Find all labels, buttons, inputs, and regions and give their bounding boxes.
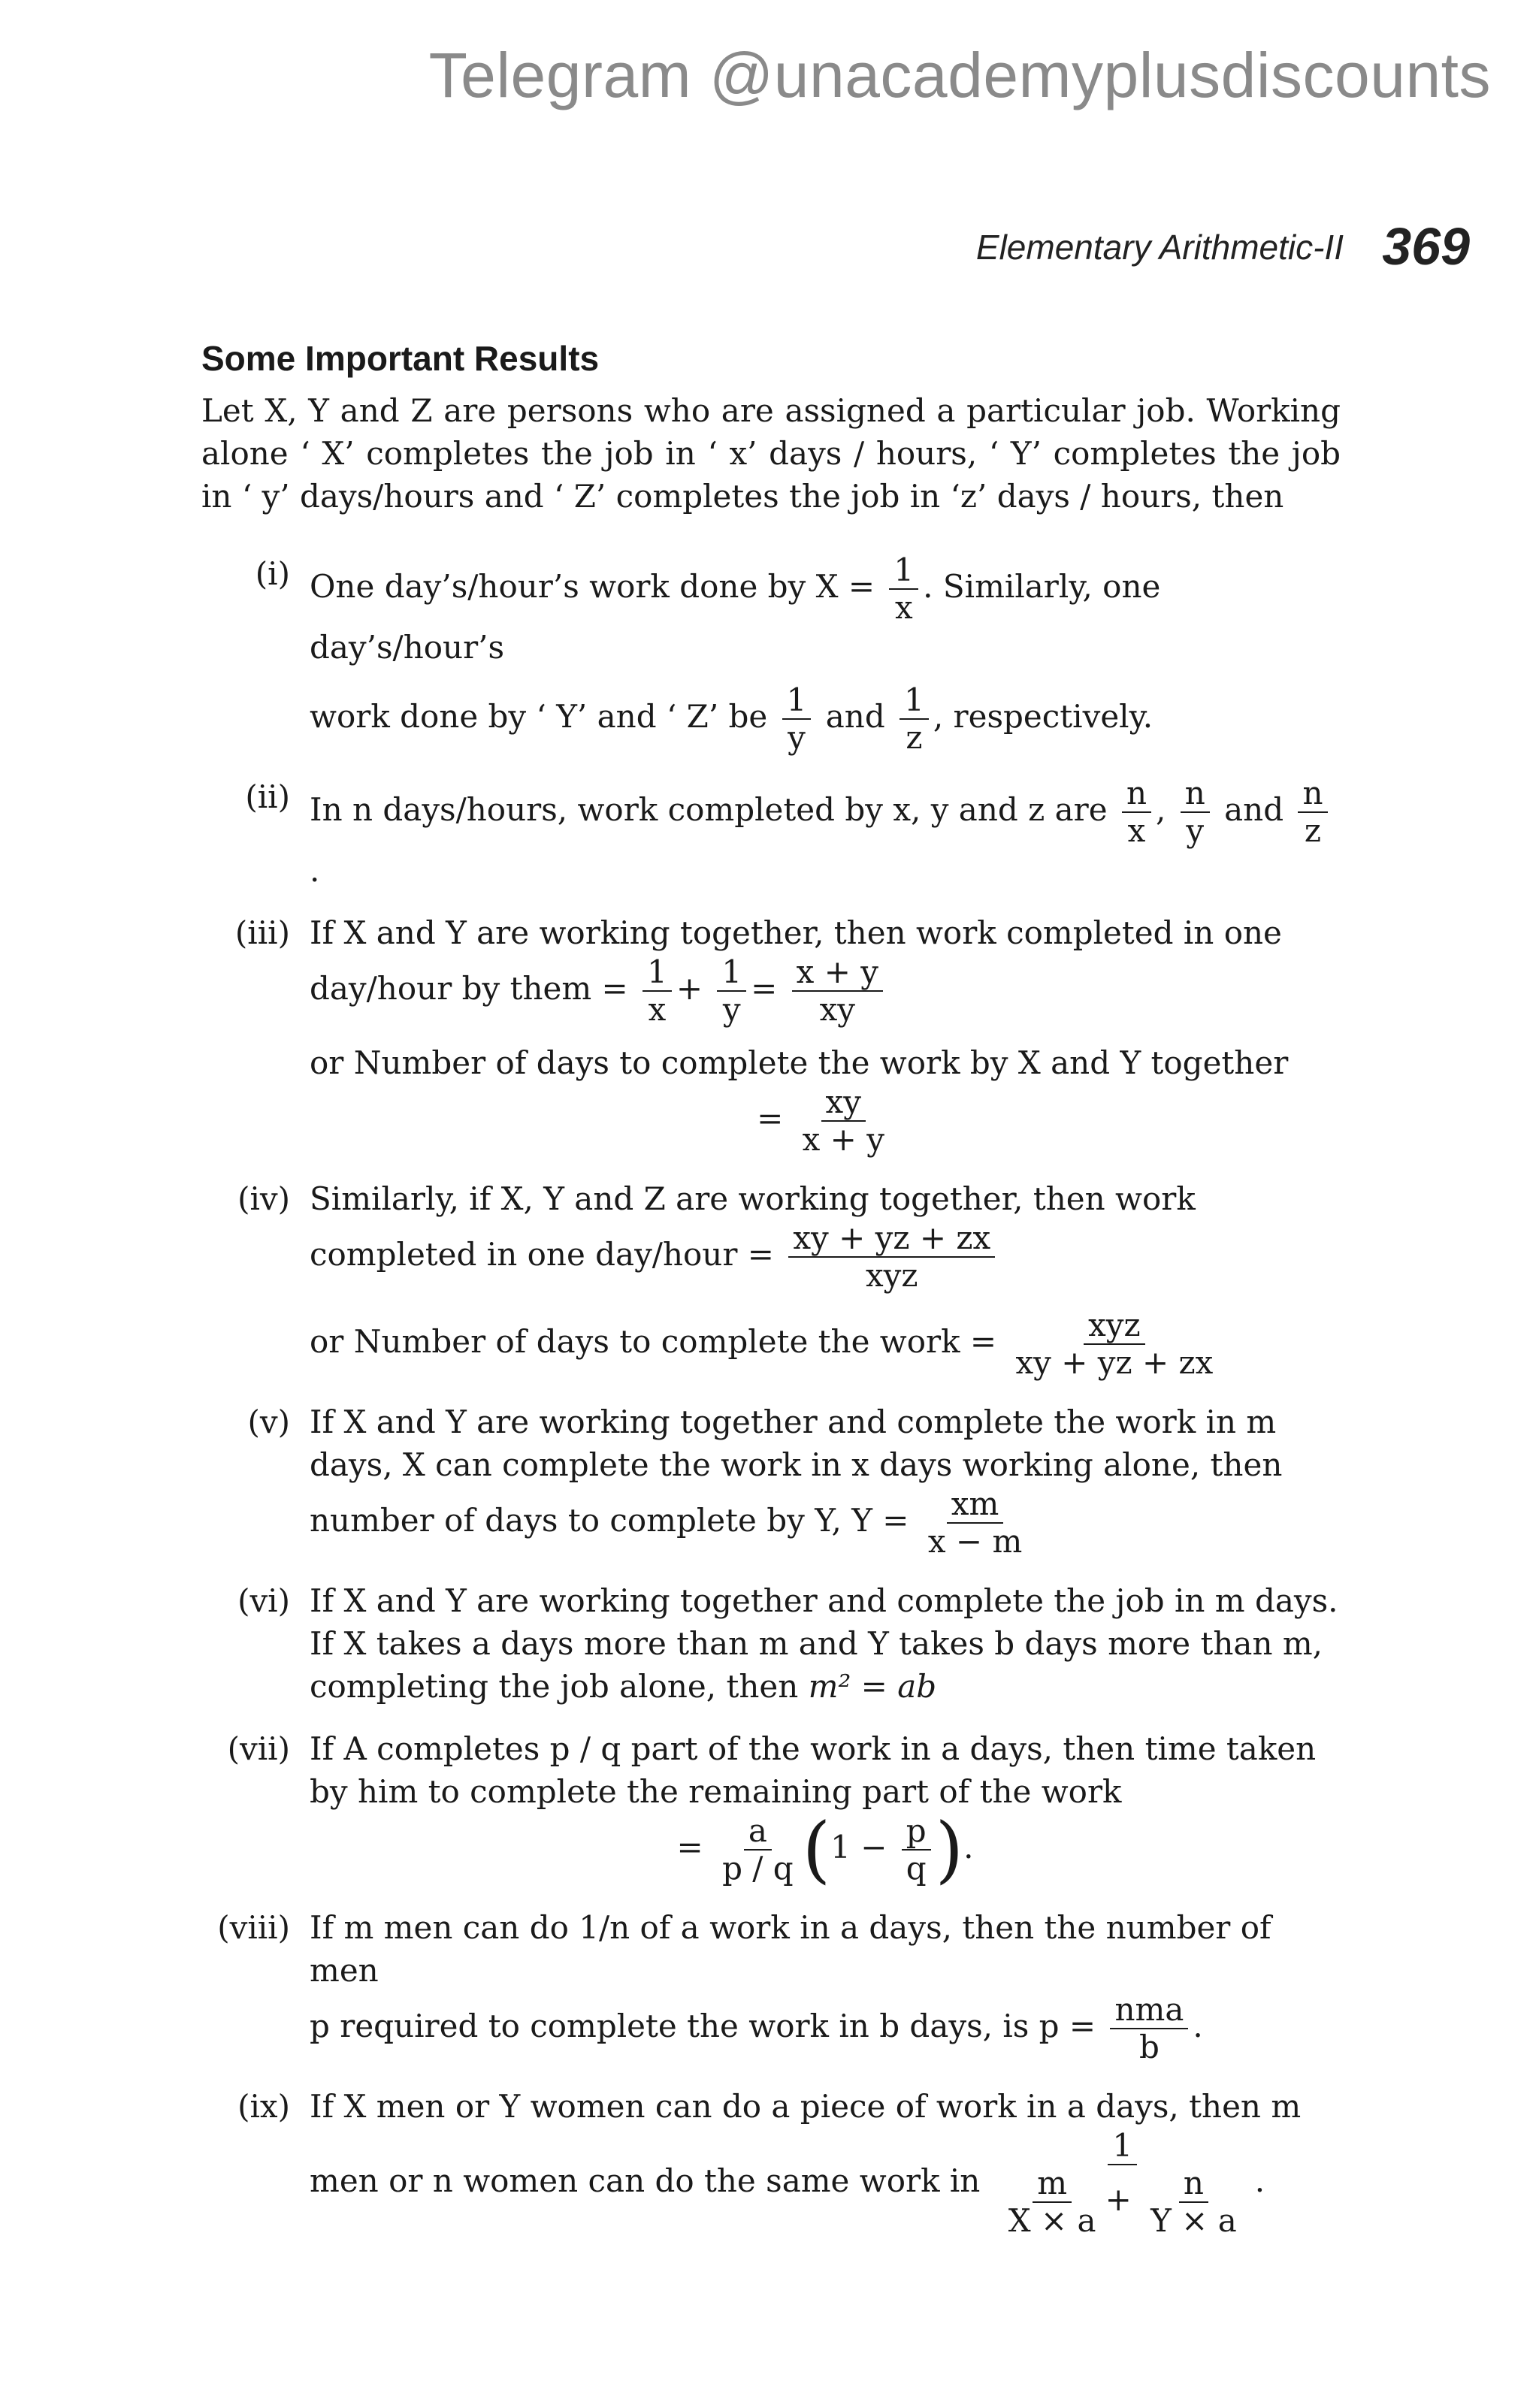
numerator: n bbox=[1122, 775, 1151, 813]
item-label: (v) bbox=[247, 1403, 290, 1440]
page-number: 369 bbox=[1382, 217, 1470, 276]
denominator: xy bbox=[819, 991, 856, 1028]
numerator: 1 bbox=[643, 954, 672, 992]
fraction bbox=[889, 552, 918, 626]
numerator: xy bbox=[821, 1084, 866, 1122]
denominator: y bbox=[722, 991, 741, 1028]
denominator: p / q bbox=[722, 1850, 794, 1887]
item-text: If X men or Y women can do a piece of work in a days, then m bbox=[310, 2088, 1302, 2125]
numerator: xyz bbox=[1084, 1307, 1145, 1345]
numerator: p bbox=[902, 1813, 931, 1851]
fraction bbox=[1110, 1992, 1188, 2065]
fraction bbox=[718, 1813, 798, 1887]
item-text: work done by ‘ Y’ and ‘ Z’ be bbox=[310, 698, 768, 735]
section-title: Some Important Results bbox=[201, 339, 600, 378]
fraction bbox=[788, 1220, 995, 1294]
page-content bbox=[201, 338, 1341, 2258]
denominator: x bbox=[894, 589, 913, 626]
item-text: In n days/hours, work completed by x, y and z are bbox=[310, 791, 1108, 828]
item-label: (vi) bbox=[237, 1582, 290, 1619]
denominator: q bbox=[906, 1850, 927, 1887]
denominator: y bbox=[1186, 812, 1205, 849]
numerator: xy + yz + zx bbox=[788, 1220, 995, 1258]
item-text: If X and Y are working together, then work completed in one bbox=[310, 914, 1282, 951]
results-list bbox=[201, 552, 1341, 2239]
item-text: and bbox=[825, 698, 885, 735]
fraction bbox=[1181, 775, 1210, 849]
item-label: (vii) bbox=[227, 1730, 290, 1767]
fraction bbox=[900, 682, 929, 756]
denominator: X × a bbox=[1008, 2202, 1096, 2239]
fraction bbox=[782, 682, 812, 756]
denominator: z bbox=[1304, 812, 1322, 849]
numerator: 1 bbox=[889, 552, 918, 590]
item-label: (viii) bbox=[217, 1909, 290, 1946]
item-text: p required to complete the work in b days, is p = bbox=[310, 2008, 1096, 2044]
item-text: men or n women can do the same work in bbox=[310, 2162, 981, 2199]
fraction bbox=[902, 1813, 931, 1887]
item-text: If X and Y are working together and complete the work in m days, X can complete the work in x days working alone, then bbox=[310, 1403, 1283, 1483]
list-item bbox=[201, 552, 1341, 756]
fraction bbox=[1122, 775, 1151, 849]
numerator: nma bbox=[1110, 1992, 1188, 2029]
equation: m² = ab bbox=[808, 1668, 937, 1705]
list-item: (ii) In n days/hours, work completed by x, y and z are $\frac{n}{x}$ , $\frac{n}{y}$ and $\frac{n}{z}$ . bbox=[201, 775, 1341, 892]
denominator: xyz bbox=[865, 1257, 918, 1294]
numerator: 1 bbox=[717, 954, 746, 992]
item-text: completed in one day/hour = bbox=[310, 1236, 774, 1273]
numerator: x + y bbox=[792, 954, 883, 992]
item-label: (iii) bbox=[234, 914, 290, 951]
denominator: x bbox=[648, 991, 667, 1028]
list-item bbox=[201, 1400, 1341, 1560]
item-text: . Similarly, one day’s/hour’s bbox=[310, 568, 1161, 666]
item-text: Similarly, if X, Y and Z are working together, then work bbox=[310, 1180, 1196, 1217]
list-item: (vii) If A completes p / q part of the work in a days, then time taken by him to complete the remaining part of the work = $\frac{a}{p / q}$ (1 − $\frac{p}{q}$ ). bbox=[201, 1727, 1341, 1887]
item-text: , respectively. bbox=[933, 698, 1153, 735]
item-text: number of days to complete by Y, Y = bbox=[310, 1502, 909, 1539]
denominator: x bbox=[1127, 812, 1146, 849]
fraction bbox=[1298, 775, 1327, 849]
item-text: If m men can do 1/n of a work in a days, then the number of men bbox=[310, 1909, 1271, 1989]
watermark: Telegram @unacademyplusdiscounts bbox=[428, 40, 1491, 110]
fraction bbox=[1004, 2165, 1101, 2239]
list-item bbox=[201, 1177, 1341, 1381]
numerator: 1 bbox=[782, 682, 812, 720]
item-text: or Number of days to complete the work by X and Y together bbox=[310, 1044, 1289, 1081]
numerator: n bbox=[1181, 775, 1210, 813]
denominator: x + y bbox=[802, 1121, 884, 1158]
fraction bbox=[643, 954, 672, 1028]
list-item: (ix) If X men or Y women can do a piece of work in a days, then m men or n women can do the same work in 1 $\frac{m}{X \times a}$ + $\frac{n}{Y \times a}$ . bbox=[201, 2085, 1341, 2239]
denominator: y bbox=[788, 719, 806, 756]
item-text: One day’s/hour’s work done by X = bbox=[310, 568, 875, 605]
list-item: (iii) If X and Y are working together, then work completed in one day/hour by them = $\frac{1}{x}$ + $\frac{1}{y}$ = $\frac{x + y}{xy}$ or Number of days to complete the work by X and Y together = $\frac{xy}{x + y}$ bbox=[201, 911, 1341, 1158]
numerator: 1 bbox=[1108, 2128, 1137, 2165]
item-text: and bbox=[1224, 791, 1284, 828]
item-label: (ix) bbox=[237, 2088, 290, 2125]
denominator: z bbox=[906, 719, 923, 756]
intro-paragraph: Let X, Y and Z are persons who are assigned a particular job. Working alone ‘ X’ completes the job in ‘ x’ days / hours, ‘ Y’ completes the job in ‘ y’ days/hours and ‘ Z’ completes the job in ‘z’ days / hours, then bbox=[201, 392, 1341, 515]
item-text: If X and Y are working together and complete the job in m days. If X takes a days more than m and Y takes b days more than m, bbox=[310, 1582, 1338, 1662]
denominator: xy + yz + zx bbox=[1015, 1344, 1214, 1381]
item-text: day/hour by them = bbox=[310, 970, 628, 1007]
fraction bbox=[792, 954, 883, 1028]
item-text: or Number of days to complete the work = bbox=[310, 1323, 997, 1360]
fraction bbox=[1146, 2165, 1241, 2239]
numerator: 1 bbox=[900, 682, 929, 720]
fraction bbox=[924, 1486, 1027, 1560]
numerator: xm bbox=[947, 1486, 1004, 1524]
item-text: completing the job alone, then bbox=[310, 1668, 799, 1705]
denominator: x − m bbox=[927, 1523, 1023, 1560]
compound-fraction bbox=[995, 2128, 1250, 2239]
fraction bbox=[798, 1084, 889, 1158]
denominator: b bbox=[1138, 2029, 1160, 2065]
item-label: (iv) bbox=[237, 1180, 290, 1217]
denominator: Y × a bbox=[1150, 2202, 1237, 2239]
item-label: (i) bbox=[255, 555, 290, 592]
numerator: n bbox=[1179, 2165, 1208, 2203]
list-item: (viii) If m men can do 1/n of a work in a days, then the number of men p required to complete the work in b days, is p = $\frac{\text{nma}}{b}$ . bbox=[201, 1906, 1341, 2065]
item-text: If A completes p / q part of the work in a days, then time taken by him to complete the remaining part of the work bbox=[310, 1730, 1317, 1810]
running-head: Elementary Arithmetic-II bbox=[975, 228, 1344, 267]
fraction bbox=[1011, 1307, 1217, 1381]
fraction bbox=[717, 954, 746, 1028]
item-label: (ii) bbox=[245, 778, 290, 815]
numerator: m bbox=[1033, 2165, 1072, 2203]
numerator: a bbox=[744, 1813, 772, 1851]
list-item bbox=[201, 1579, 1341, 1708]
denominator: $\frac{m}{X \times a}$ + $\frac{n}{Y \times a}$ bbox=[995, 2165, 1250, 2239]
numerator: n bbox=[1298, 775, 1327, 813]
item-text: 1 − bbox=[830, 1829, 887, 1866]
